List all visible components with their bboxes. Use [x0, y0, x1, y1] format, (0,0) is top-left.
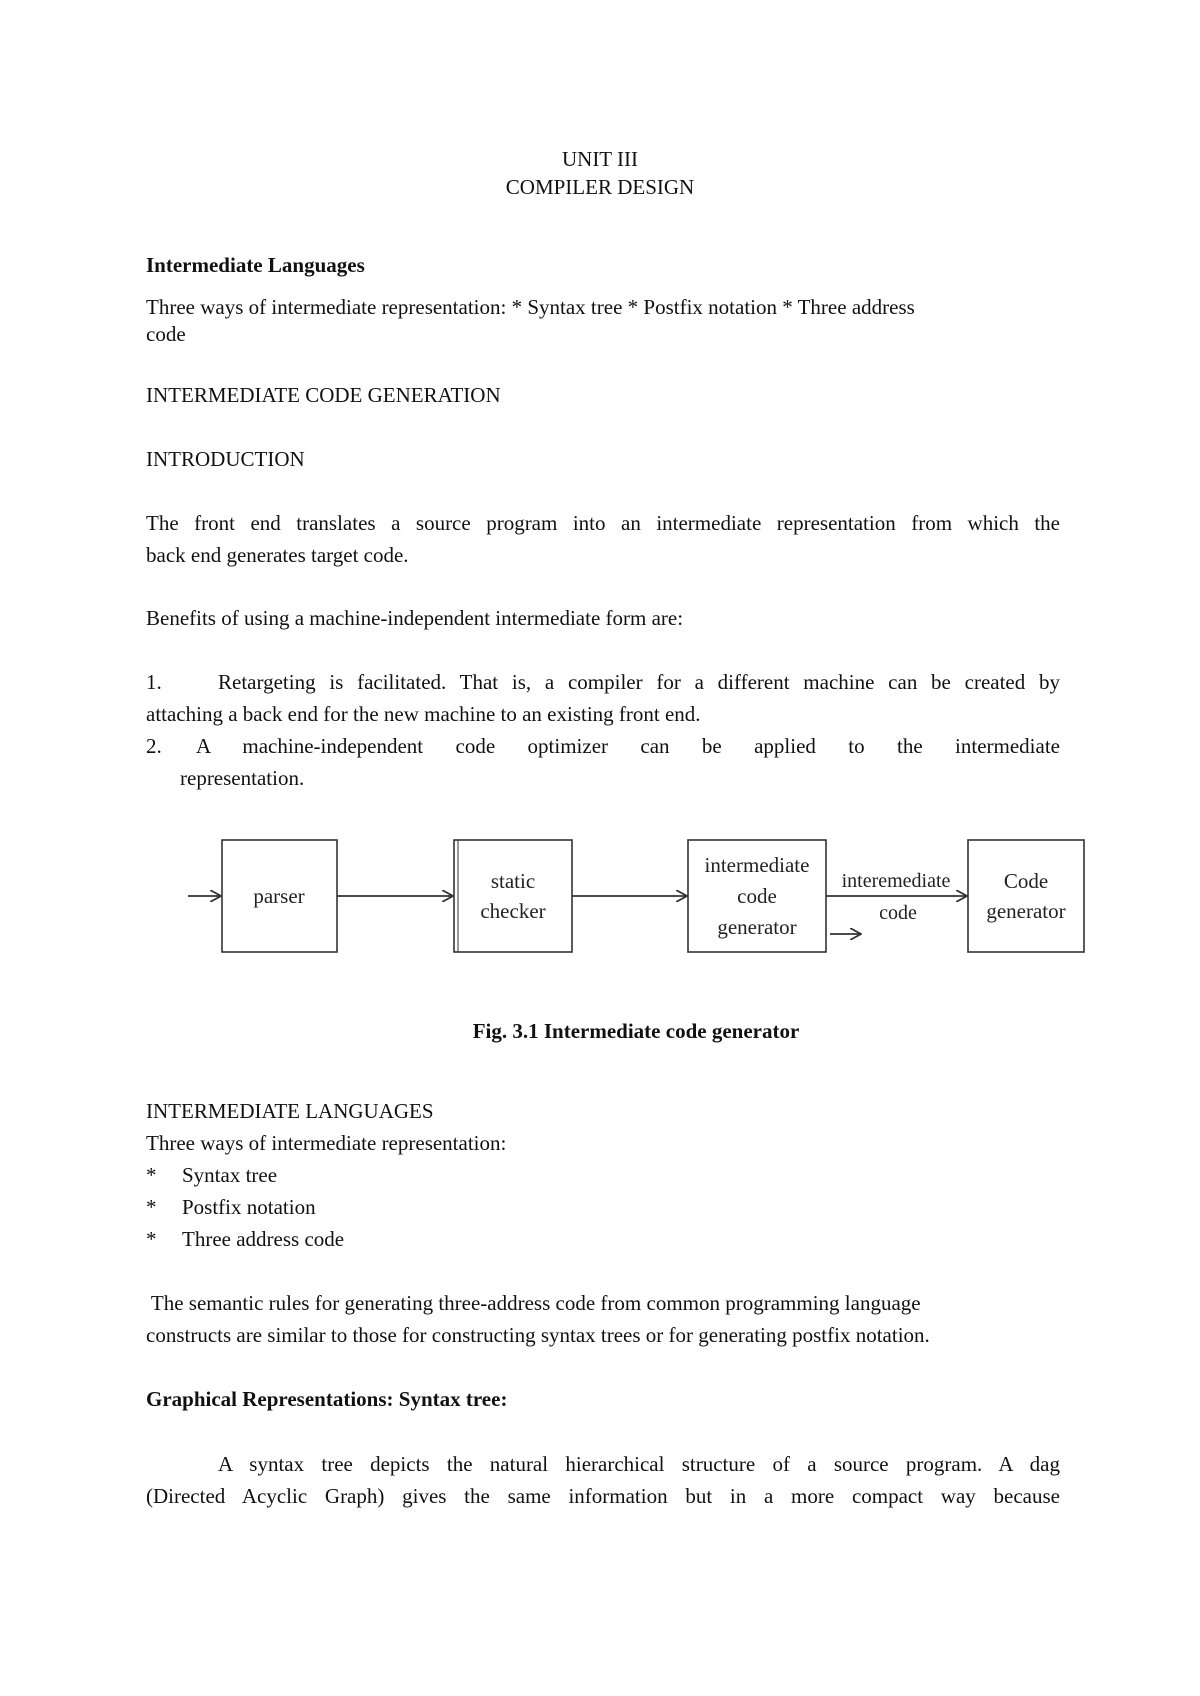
- edge-label-line1: interemediate: [841, 870, 951, 892]
- intro-para-line2: back end generates target code.: [146, 543, 409, 567]
- ways-text-line2: code: [146, 322, 186, 346]
- icg-label-line3: generator: [717, 915, 797, 939]
- icg-pipeline-diagram: [0, 830, 1200, 970]
- bullet-item: Syntax tree: [182, 1163, 278, 1187]
- heading-intermediate-languages: Intermediate Languages: [146, 253, 365, 277]
- static-checker-label-line2: checker: [480, 899, 546, 923]
- heading-introduction: INTRODUCTION: [146, 447, 305, 471]
- heading-intermediate-languages-caps: INTERMEDIATE LANGUAGES: [146, 1099, 434, 1123]
- semantic-rules-line1: The semantic rules for generating three-address code from common programming language: [146, 1291, 921, 1315]
- bullet-item: Postfix notation: [182, 1195, 316, 1219]
- icg-label-line2: code: [737, 884, 777, 908]
- code-generator-box: [968, 840, 1084, 952]
- unit-title: UNIT III: [561, 147, 638, 171]
- code-generator-label-line2: generator: [986, 899, 1066, 923]
- ways-text-line1: Three ways of intermediate representation: * Syntax tree * Postfix notation * Three address: [146, 295, 915, 319]
- semantic-rules-line2: constructs are similar to those for constructing syntax trees or for generating postfix notation.: [146, 1323, 930, 1347]
- item1-number: 1.: [146, 670, 162, 694]
- item2-line2: representation.: [180, 766, 305, 790]
- parser-label: parser: [253, 884, 305, 908]
- code-generator-label-line1: Code: [1003, 869, 1049, 893]
- bullet-symbol: *: [146, 1163, 157, 1187]
- bullet-item: Three address code: [182, 1227, 345, 1251]
- bullet-symbol: *: [146, 1195, 157, 1219]
- item1-line2: attaching a back end for the new machine to an existing front end.: [146, 702, 701, 726]
- icg-label-line1: intermediate: [704, 853, 810, 877]
- figure-caption: Fig. 3.1 Intermediate code generator: [472, 1019, 800, 1043]
- heading-icg: INTERMEDIATE CODE GENERATION: [146, 383, 501, 407]
- item2-line1: A machine-independent code optimizer can be applied to the intermediate: [196, 734, 1060, 758]
- languages-intro: Three ways of intermediate representation:: [146, 1131, 507, 1155]
- syntax-tree-para-line2: (Directed Acyclic Graph) gives the same information but in a more compact way because: [146, 1484, 1060, 1508]
- edge-label-line2: code: [879, 902, 917, 924]
- item2-number: 2.: [146, 734, 162, 758]
- subject-title: COMPILER DESIGN: [505, 175, 695, 199]
- syntax-tree-para-line1: A syntax tree depicts the natural hierarchical structure of a source program. A dag: [218, 1452, 1060, 1476]
- static-checker-box: [454, 840, 572, 952]
- bullet-symbol: *: [146, 1227, 157, 1251]
- static-checker-label-line1: static: [490, 869, 536, 893]
- benefits-intro: Benefits of using a machine-independent intermediate form are:: [146, 606, 684, 630]
- intro-para-line1: The front end translates a source program into an intermediate representation from which the: [146, 511, 1060, 535]
- item1-line1: Retargeting is facilitated. That is, a compiler for a different machine can be created by: [218, 670, 1060, 694]
- heading-graphical-representations: Graphical Representations: Syntax tree:: [146, 1387, 508, 1411]
